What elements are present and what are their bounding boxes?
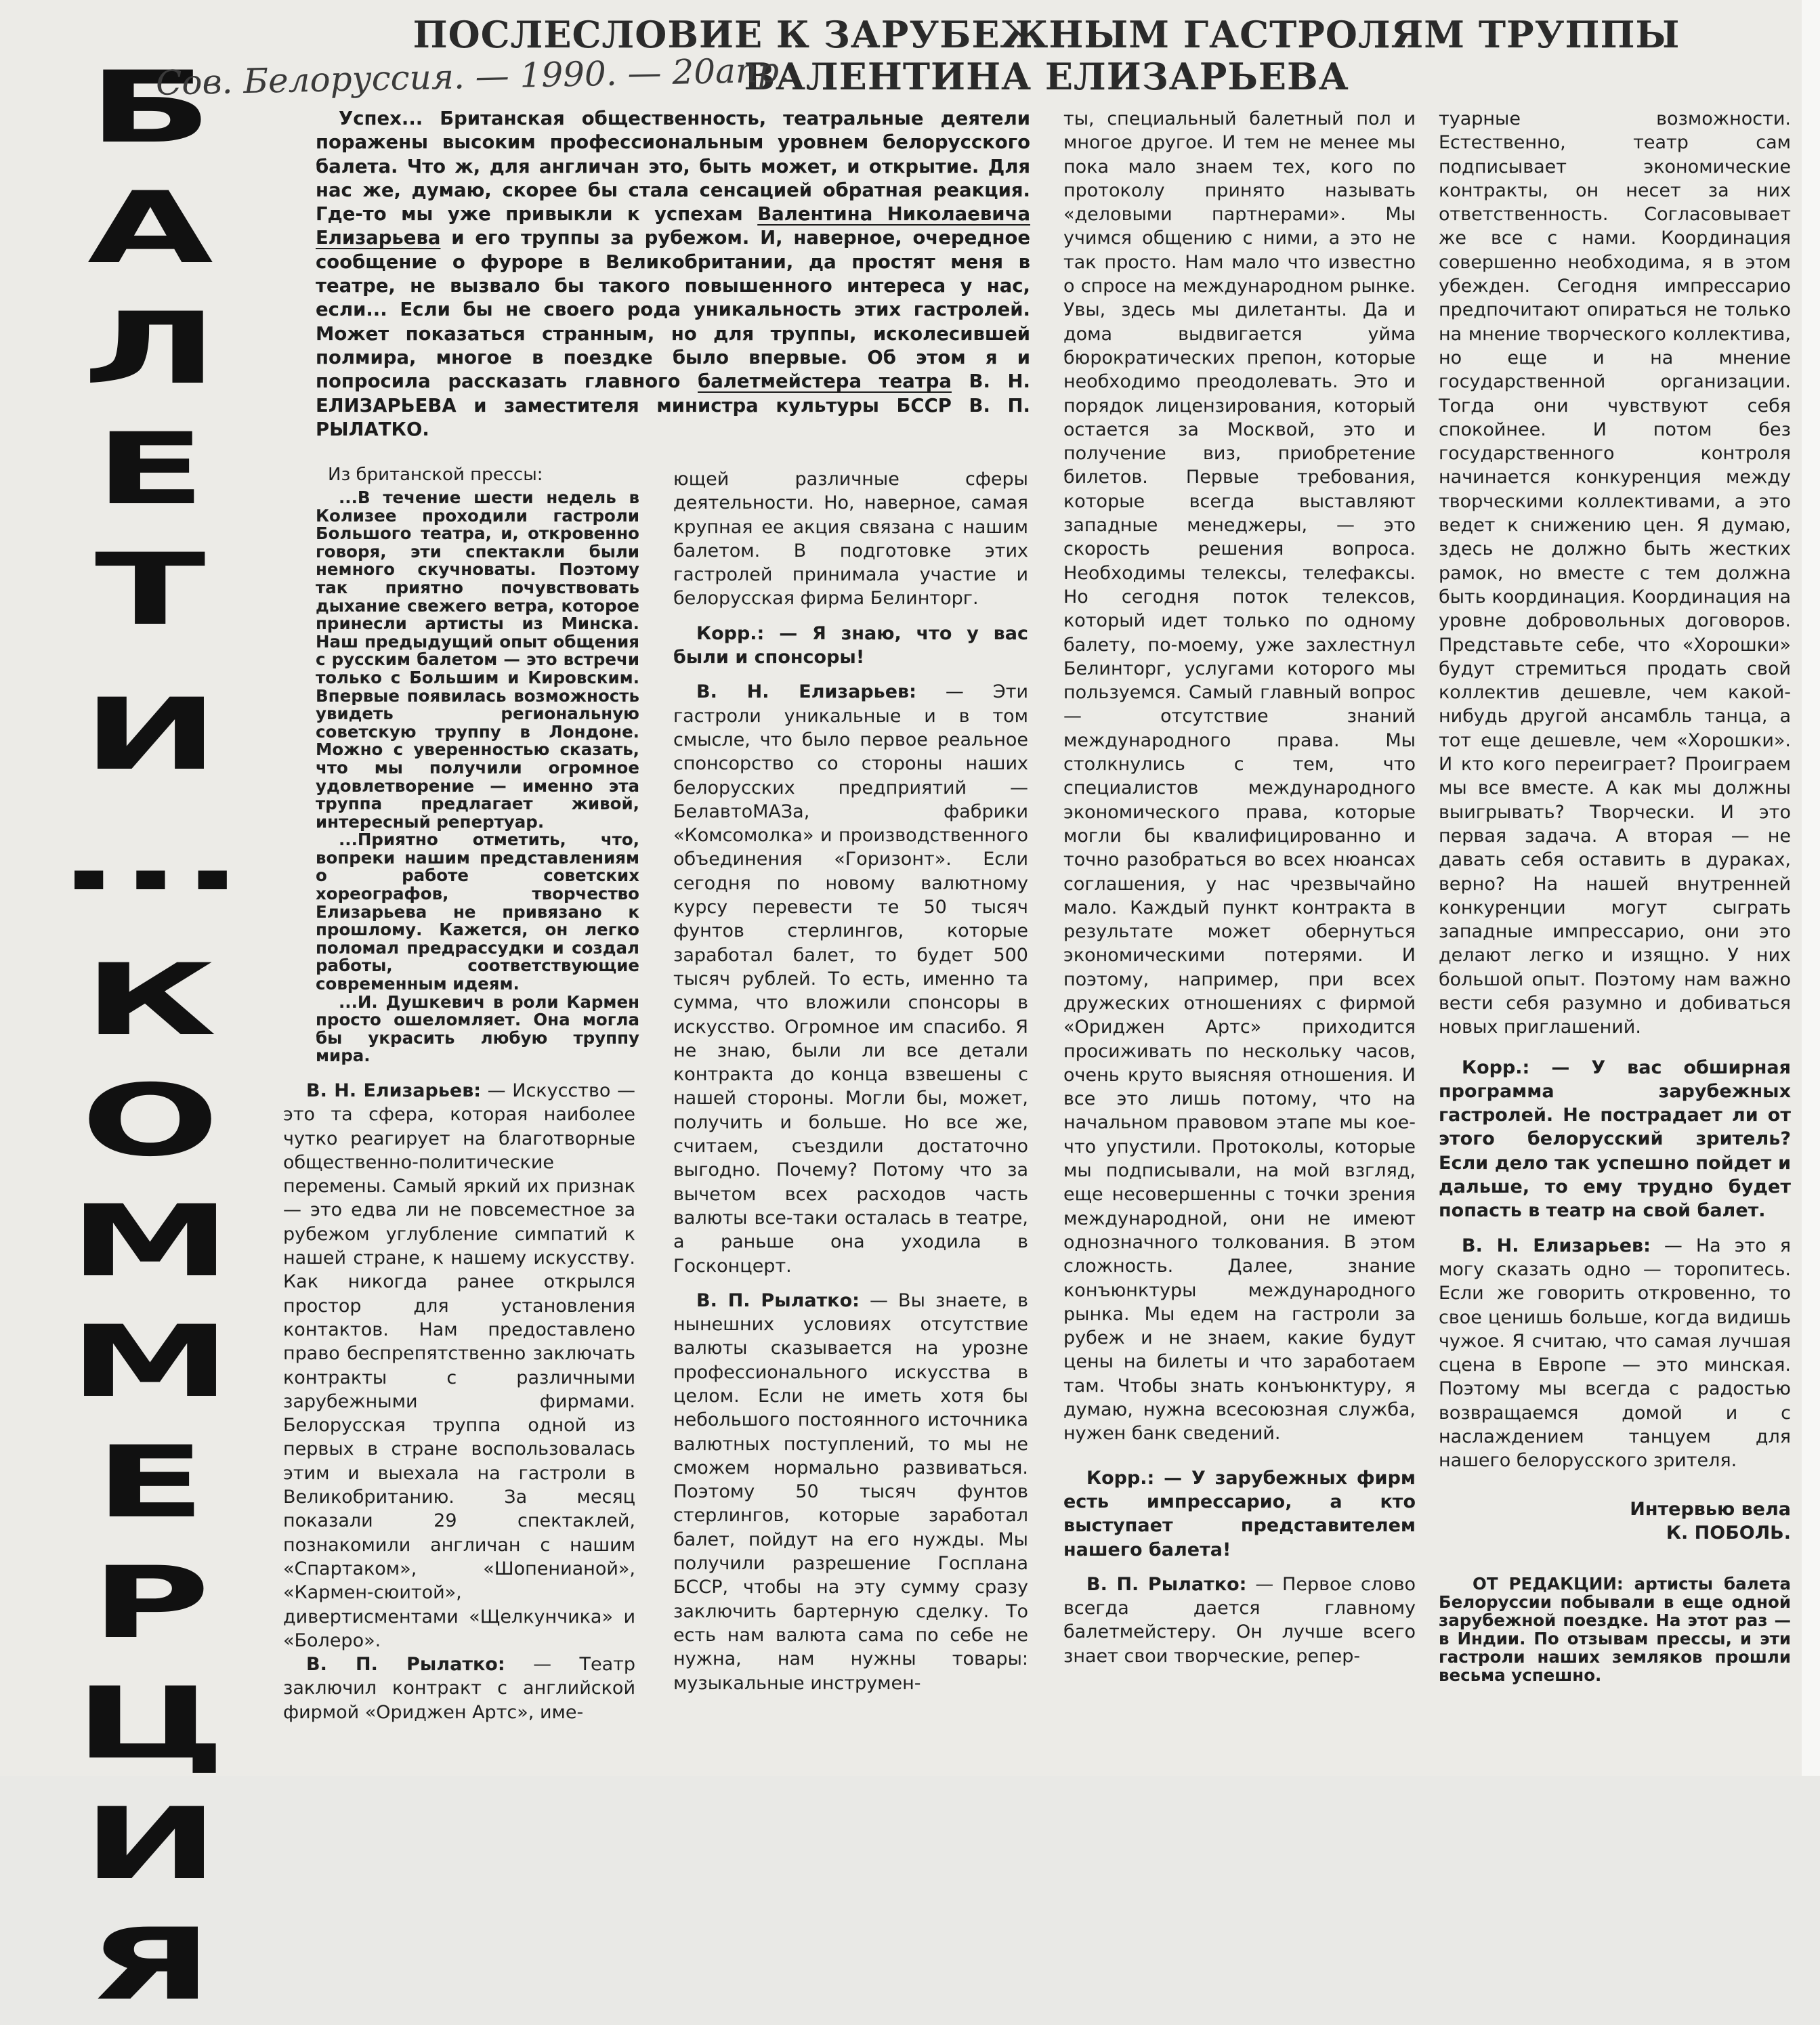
answer-paragraph [283,1653,635,1724]
column-3 [1063,107,1416,1668]
page-edge [1802,0,1820,1776]
answer-text: — Театр заключил контракт с английской фирмой «Ориджен Артс», име- [283,1654,636,1723]
lead-paragraph [316,107,1030,442]
speaker-name: В. П. Рылатко: [1086,1573,1247,1595]
answer-paragraph [673,680,1028,1277]
vertical-headline-letter: Т [95,532,206,647]
vertical-headline-letter: Е [94,411,207,527]
speaker-name: В. Н. Елизарьев: [306,1080,482,1101]
vertical-headline-letter: М [69,1304,232,1420]
question: Корр.: — Я знаю, что у вас были и спонсоры! [673,622,1028,668]
column-4 [1439,107,1791,1684]
speaker-name: В. Н. Елизарьев: [696,681,916,703]
answer-paragraph [283,1079,635,1653]
byline-author: К. ПОБОЛЬ. [1666,1522,1791,1543]
answer-text: — Первое слово всегда дается главному балетмейстеру. Он лучше всего знает свои творческие, репер- [1063,1573,1416,1667]
headline: ПОСЛЕСЛОВИЕ К ЗАРУБЕЖНЫМ ГАСТРОЛЯМ ТРУППЫ ВАЛЕНТИНА ЕЛИЗАРЬЕВА [412,13,1680,98]
byline-label: Интервью вела [1630,1498,1791,1520]
answer-paragraph [673,1289,1028,1695]
vertical-headline [28,47,272,2025]
press-quotes [316,489,639,1065]
press-heading: Из британской прессы: [328,465,543,485]
lead-text-2: и его труппы за рубежом. И, наверное, очередное сообщение о фуроре в Великобритании, да простят меня в театре, не вызвало бы такого повышенного интереса у нас, если... Если бы не своего рода уникальность этих гастролей. Может показаться странным, но для труппы, исколесившей полмира, многое в поездке было впервые. Об этом я и попросила рассказать главного [316,227,1030,393]
vertical-headline-letter: Ц [75,1665,226,1781]
lead-text-1: Успех... Британская общественность, театральные деятели поражены высоким профессиональным уровнем белорусского балета. Что ж, для англичан это, быть может, и открытие. Для нас же, думаю, скорее бы стала сенсацией обратная реакция. Где-то мы уже привыкли к успехам [316,108,1030,226]
vertical-headline-letter: Б [88,49,213,165]
vertical-headline-letter: И [82,1786,219,1902]
paragraph: ты, специальный балетный пол и многое другое. И тем не менее мы пока мало знаем тех, кого по протоколу принято называть «деловыми партнерами». Мы учимся общению с ними, а это не так просто. Нам мало что известно о спросе на международном рынке. Увы, здесь мы дилетанты. Да и дома выдвигается уйма бюрократических препон, которые необходимо преодолевать. Это и порядок лицензирования, который остается за Москвой, это и получение виз, приобретение билетов. Первые требования, которые всегда выставляют западные менеджеры, — это скорость решения вопроса. Необходимы телексы, телефаксы. Но сегодня поток телексов, который идет только по одному балету, по-моему, уже захлестнул Белинторг, услугами которого мы пользуемся. Самый главный вопрос — отсутствие знаний международного права. Мы столкнулись с тем, что специалистов международного экономического права, которые могли бы квалифицированно и точно разобраться во всех нюансах соглашения, у нас чрезвычайно мало. Каждый пункт контракта в результате может обернуться экономическими потерями. И поэтому, например, при всех дружеских отношениях с фирмой «Ориджен Артс» приходится просиживать по нескольку часов, очень круто выясняя отношения. И все это лишь потому, что на начальном правовом этапе мы кое-что упустили. Протоколы, которые мы подписывали, на мой взгляд, еще несовершенны с точки зрения международной, они не имеют однозначного толкования. В этом сложность. Далее, знание конъюнктуры международного рынка. Мы едем на гастроли за рубеж и не знаем, какие будут цены на билеты и что заработаем там. Чтобы знать конъюнктуру, я думаю, нужна всесоюзная служба, нужен банк сведений. [1063,108,1416,1445]
vertical-headline-letter: Я [87,1906,213,2022]
vertical-headline-letter: М [69,1183,232,1299]
handwritten-note: Сов. Белоруссия. — 1990. — 20апр. [155,50,790,103]
vertical-headline-letter: И [82,677,219,792]
vertical-headline-letter: О [81,1063,220,1178]
paragraph: ющей различные сферы деятельности. Но, наверное, самая крупная ее акция связана с нашим балетом. В подготовке этих гастролей принимала участие и белорусская фирма Белинторг. [673,469,1028,610]
answer-text: — Искусство — это та сфера, которая наиболее чутко реагирует на благотворные общественно-политические перемены. Самый яркий их признак — это едва ли не повсеместное за рубежом углубление симпатий к нашей стране, к нашему искусству. Как никогда ранее открылся простор для установления контактов. Нам предоставлено право беспрепятственно заключать контракты с различными зарубежными фирмами. Белорусская труппа одной из первых в стране воспользовалась этим и выехала на гастроли в Великобританию. За месяц показали 29 спектаклей, познакомили англичан с нашим «Спартаком», «Шопенианой», «Кармен-сюитой», дивертисментами «Щелкунчика» и «Болеро». [283,1080,635,1651]
vertical-headline-letter: Е [94,1424,207,1540]
vertical-headline-letter: К [83,942,217,1058]
editorial-note: ОТ РЕДАКЦИИ: артисты балета Белоруссии побывали в еще одной зарубежной поездке. На этот раз — в Индии. По отзывам прессы, и эти гастроли наших земляков прошли весьма успешно. [1439,1574,1791,1686]
lead-underlined-title: балетмейстера театра [698,370,952,393]
paragraph: туарные возможности. Естественно, театр сам подписывает экономические контракты, он несет за них ответственность. Согласовывает же все с нами. Координация совершенно необходима, я в этом убежден. Сегодня импрессарио предпочитают опираться не только на мнение творческого коллектива, но еще и на мнение государственной организации. Тогда они чувствуют себя спокойнее. И потом без государственного контроля начинается конкуренция между творческими коллективами, а это ведет к снижению цен. Я думаю, здесь не должно быть жестких рамок, но вместе с тем должна быть координация. Координация на уровне добровольных договоров. Представьте себе, что «Хорошки» будут стремиться продать свой коллектив дешевле, чем какой-нибудь другой ансамбль танца, а тот еще дешевле, чем «Хорошки». И кто кого переиграет? Проиграем мы все вместе. А как мы должны выигрывать? Творчески. И это первая задача. А вторая — не давать себя оставить в дураках, верно? На нашей внутренней конкуренции могут сыграть западные импрессарио, они это делают легко и изящно. У них большой опыт. Поэтому нам важно вести себя разумно и добиваться новых приглашений. [1439,108,1791,1038]
answer-paragraph [1063,1573,1416,1668]
press-quote: ...И. Душкевич в роли Кармен просто ошеломляет. Она могла бы украсить любую труппу мира. [316,992,639,1066]
vertical-headline-letter: Л [83,291,218,406]
speaker-name: В. Н. Елизарьев: [1462,1235,1651,1256]
speaker-name: В. П. Рылатко: [306,1654,505,1676]
vertical-headline-letter: Р [90,1545,211,1661]
question: Корр.: — У вас обширная программа зарубежных гастролей. Не пострадает ли от этого белорусский зритель? Если дело так успешно пойдет и дальше, то ему трудно будет попасть в театр на свой балет. [1439,1057,1791,1222]
press-quote: ...Приятно отметить, что, вопреки нашим представлениям о работе советских хореографов, творчество Елизарьева не привязано к прошлому. Кажется, он легко поломал предрассудки и создал работы, соответствующие современным идеям. [316,830,639,994]
column-1 [274,465,660,1724]
lead-underlined-name: Валентина Николаевича Елизарьева [316,203,1031,249]
answer-text: — Эти гастроли уникальные и в том смысле, что было первое реальное спонсорство со стороны наших белорусских предприятий — БелавтоМАЗа, фабрики «Комсомолка» и производственного объединения «Горизонт». Если сегодня по новому валютному курсу перевести те 50 тысяч фунтов стерлингов, которые заработал балет, то будет 500 тысяч рублей. То есть, именно та сумма, что вложили спонсоры в искусство. Огромное им спасибо. Я не знаю, были ли все детали контракта до конца взвешены с нашей стороны. Могли бы, может, получить и больше. Но все же, считаем, съездили достаточно выгодно. Почему? Потому что за вычетом всех расходов часть валюты все-таки осталась в театре, а раньше она уходила в Госконцерт. [673,681,1028,1277]
press-quote: ...В течение шести недель в Колизее проходили гастроли Большого театра, и, откровенно говоря, эти спектакли были немного скучноваты. Поэтому так приятно почувствовать дыхание свежего ветра, которое принесли артисты из Минска. Наш предыдущий опыт общения с русским балетом — это встречи только с Большим и Кировским. Впервые появилась возможность увидеть региональную советскую труппу в Лондоне. Можно с уверенностью сказать, что мы получили огромное удовлетворение — именно эта труппа предлагает живой, интересный репертуар. [316,488,639,832]
vertical-headline-letter: А [87,170,213,286]
speaker-name: В. П. Рылатко: [696,1289,860,1311]
lead-text-3: В. Н. ЕЛИЗАРЬЕВА и заместителя министра культуры БССР В. П. РЫЛАТКО. [316,370,1030,440]
vertical-headline-letter: ... [58,797,243,913]
answer-paragraph [1439,1234,1791,1473]
answer-text: — На это я могу сказать одно — торопитесь. Если же говорить откровенно, то свое ценишь больше, когда видишь чужое. Я считаю, что самая лучшая сцена в Европе — это минская. Поэтому мы всегда с радостью возвращаемся домой и с наслаждением танцуем для нашего белорусского зрителя. [1439,1235,1791,1472]
column-2 [673,467,1028,1695]
question: Корр.: — У зарубежных фирм есть импрессарио, а кто выступает представителем нашего балета! [1063,1467,1416,1560]
answer-text: — Вы знаете, в нынешних условиях отсутствие валюты сказывается на урозне профессионального искусства в целом. Если не иметь хотя бы небольшого постоянного источника валютных поступлений, то мы не сможем нормально развиваться. Поэтому 50 тысяч фунтов стерлингов, которые заработал балет, пойдут на его нужды. Мы получили разрешение Госплана БССР, чтобы на эту сумму сразу заключить бартерную сделку. То есть нам валюта сама по себе не нужна, нам нужны товары: музыкальные инструмен- [673,1289,1028,1694]
